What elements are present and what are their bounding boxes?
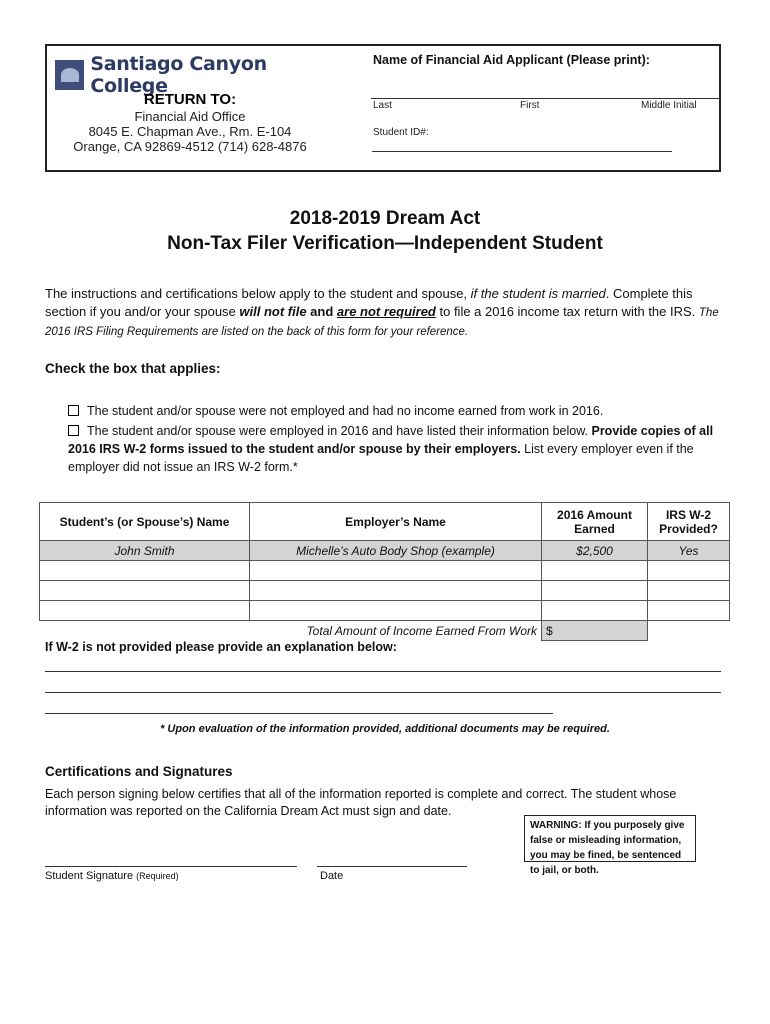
table-header-row [40, 503, 730, 541]
student-signature-label: Student Signature (Required) [45, 870, 179, 882]
certifications-heading: Certifications and Signatures [45, 764, 233, 779]
middle-initial-label: Middle Initial [641, 100, 697, 111]
cell-input[interactable] [250, 581, 542, 601]
cell-input[interactable] [648, 561, 730, 581]
college-logo [55, 53, 345, 97]
checkbox-employed[interactable] [68, 425, 79, 436]
table-row [40, 561, 730, 581]
cell-input[interactable] [542, 561, 648, 581]
header-employer-name: Employer’s Name [250, 503, 542, 541]
table-row [40, 541, 730, 561]
total-row [40, 621, 730, 641]
explanation-line-3[interactable] [45, 713, 553, 714]
example-employer-name: Michelle’s Auto Body Shop (example) [250, 541, 542, 561]
total-amount-field[interactable]: $ [542, 621, 648, 641]
form-title-line2: Non-Tax Filer Verification—Independent Student [167, 233, 603, 254]
return-address-line1: Financial Aid Office [134, 109, 246, 124]
applicant-name-line[interactable] [371, 98, 719, 99]
cell-input[interactable] [40, 561, 250, 581]
header-student-name: Student’s (or Spouse’s) Name [40, 503, 250, 541]
example-student-name: John Smith [40, 541, 250, 561]
cell-input[interactable] [40, 601, 250, 621]
form-title-line1: 2018-2019 Dream Act [289, 208, 481, 229]
certifications-text: Each person signing below certifies that all of the information reported is complete and correct. The student whose information was reported on the California Dream Act must sign and date. [45, 787, 677, 818]
cell-input[interactable] [250, 601, 542, 621]
w2-explanation-label: If W-2 is not provided please provide an explanation below: [45, 640, 397, 654]
check-box-heading: Check the box that applies: [45, 361, 221, 376]
return-address-line3: Orange, CA 92869-4512 (714) 628-4876 [73, 139, 307, 154]
warning-box: WARNING: If you purposely give false or misleading information, you may be fined, be sentenced to jail, or both. [524, 815, 696, 862]
option-employed: The student and/or spouse were employed in 2016 and have listed their information below. Provide copies of all 2016 IRS W-2 forms issued to the student and/or spouse by their employers. List every employer even if the employer did not issue an IRS W-2 form.* [68, 424, 714, 474]
explanation-line-1[interactable] [45, 671, 721, 672]
college-emblem-icon [55, 60, 84, 90]
total-label: Total Amount of Income Earned From Work [306, 623, 537, 638]
checkbox-not-employed[interactable] [68, 405, 79, 416]
header-w2-provided: IRS W-2 Provided? [648, 503, 730, 541]
cell-input[interactable] [542, 581, 648, 601]
table-row [40, 581, 730, 601]
header-amount-earned: 2016 Amount Earned [542, 503, 648, 541]
student-id-line[interactable] [372, 151, 672, 152]
table-row [40, 601, 730, 621]
student-id-label: Student ID#: [373, 127, 429, 138]
date-label: Date [320, 870, 344, 882]
cell-input[interactable] [250, 561, 542, 581]
intro-paragraph: The instructions and certifications below apply to the student and spouse, if the student is married. Complete this section if you and/or your spouse will not file and are not required to file a 2016 income tax return with the IRS. The 2016 IRS Filing Requirements are listed on the back of this form for your reference. [45, 286, 719, 338]
cell-input[interactable] [648, 581, 730, 601]
footnote: * Upon evaluation of the information provided, additional documents may be required. [160, 723, 610, 735]
example-amount: $2,500 [542, 541, 648, 561]
logo-text: Santiago Canyon College [90, 53, 267, 97]
student-signature-line[interactable] [45, 866, 297, 867]
first-name-label: First [520, 100, 540, 111]
employer-table [39, 502, 730, 641]
date-line[interactable] [317, 866, 467, 867]
cell-input[interactable] [40, 581, 250, 601]
example-w2: Yes [648, 541, 730, 561]
cell-input[interactable] [542, 601, 648, 621]
return-address-line2: 8045 E. Chapman Ave., Rm. E-104 [88, 124, 292, 139]
applicant-name-label: Name of Financial Aid Applicant (Please print): [373, 53, 650, 67]
option-not-employed: The student and/or spouse were not employed and had no income earned from work in 2016. [68, 402, 728, 420]
cell-input[interactable] [648, 601, 730, 621]
last-name-label: Last [373, 100, 392, 111]
explanation-line-2[interactable] [45, 692, 721, 693]
return-to-title: RETURN TO: [143, 91, 237, 108]
